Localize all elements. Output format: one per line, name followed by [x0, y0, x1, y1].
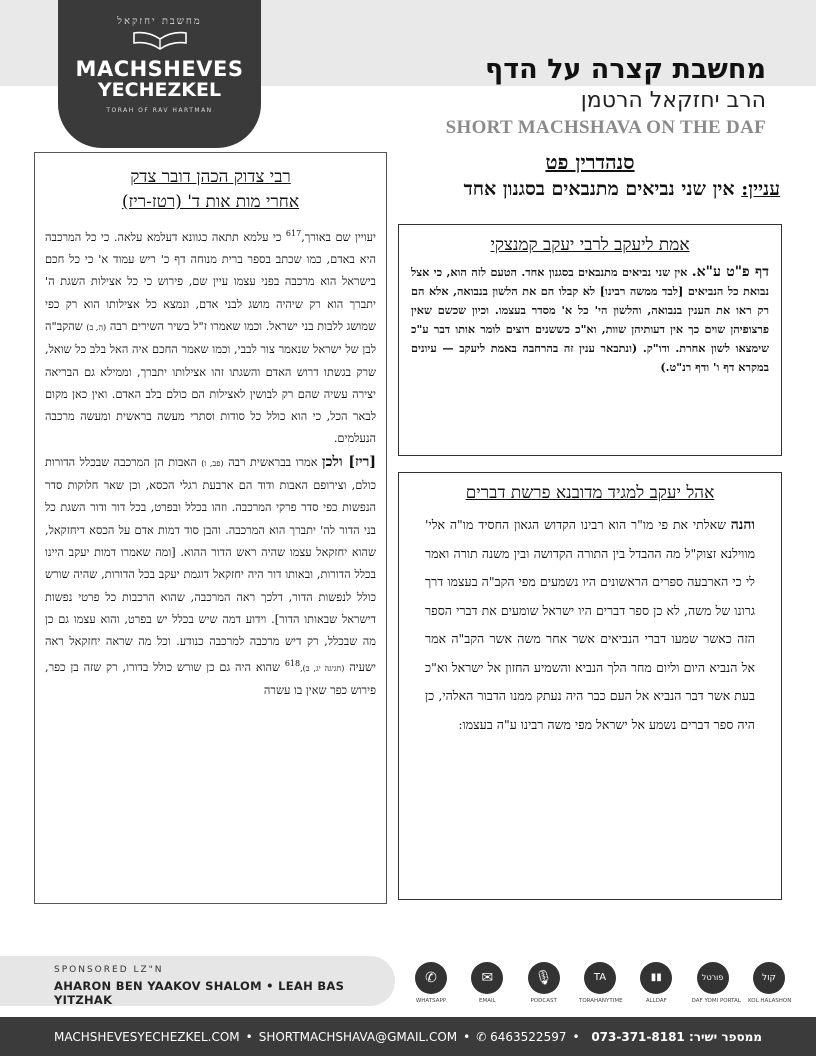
kolhalashon-label: KOL HALASHON	[747, 998, 792, 1004]
sponsor-label: SPONSORED LZ"N	[54, 965, 164, 975]
left-title-line2: אחרי מות אות ד' (רטז-ריז)	[121, 192, 300, 212]
left-p1-b: כי עלמא תתאה כגוונא דעלמא עלאה. כי כל המרכבה היא באדם, כמו שכתב בספר ברית מנוחה דף כ' ריש עמוד א' כי כל חכם בישראל הוא מרכבה בפני עצמו עיין שם, פירוש כי כל אצילות השגת ה' יתברך הוא רק שיהיה מושג לבני אדם, ונמצא כל אצילותו הוא רק כפי שמושג ללבות בני ישראל. וכמו שאמרו ז"ל בשיר השירים רבה	[45, 230, 376, 333]
kolhalashon-icon: קול	[753, 962, 785, 994]
logo-line2: YECHEZKEL	[97, 79, 222, 101]
box2-title: אהל יעקב למגיד מדובנא פרשת דברים	[465, 483, 715, 503]
alldaf-link[interactable]	[635, 962, 677, 1014]
kolhalashon-link[interactable]	[748, 962, 790, 1014]
topic-label: עניין:	[741, 178, 780, 200]
emes-leyaakov-box	[398, 224, 782, 456]
box1-title: אמת ליעקב לרבי יעקב קמנצקי	[490, 235, 690, 255]
podcast-label: PODCAST	[530, 998, 557, 1004]
left-ref3: (חגיגה יג, ב),	[300, 664, 345, 674]
topic-heading	[400, 178, 780, 201]
email-label: EMAIL	[478, 998, 496, 1004]
rabbi-name: הרב יחזקאל הרטמן	[580, 88, 766, 113]
whatsapp-label: WHATSAPP	[415, 998, 447, 1004]
podcast-icon: 🎙	[528, 962, 560, 994]
left-paragraph-1	[45, 223, 376, 451]
phone-number[interactable]: 073-371-8181	[591, 1029, 685, 1044]
box1-quote: אין שני נביאים מתנבאים בסגנון אחד.	[521, 265, 688, 279]
tzadok-hakohen-box	[34, 152, 387, 904]
left-p2-a: אמרו בבראשית רבה	[228, 455, 318, 469]
torahanytime-icon: TA	[584, 962, 616, 994]
left-p2-c: שהוא היה גם כן שורש כולל בדורו, רק שזה בן כפר, פירוש כפר שאין בו עשרה	[45, 661, 376, 698]
left-title-line1: רבי צדוק הכהן דובר צדק	[130, 167, 291, 187]
separator-dot: •	[463, 1029, 471, 1044]
phone-label: ממספר ישיר:	[688, 1029, 762, 1044]
footnote-618: 618	[284, 659, 301, 669]
topic-text: אין שני נביאים מתנבאים בסגנון אחד	[463, 178, 735, 200]
whatsapp-number[interactable]: 6463522597	[490, 1029, 567, 1044]
email-link[interactable]	[466, 962, 508, 1014]
dafyomi-portal-icon: פורטל	[697, 962, 729, 994]
left-p1-c: שהקב"ה לבן של ישראל שנאמר צור לבבי, וכמו שאמר החכם איה האל בלב כל שואל, שרק בגשתו דרוש האדם והשגתו זהו אצילותו יתברך, וממילא גם הבריאה יצירה עשיה שהם רק לבושין לאצילות הם כולם בלב האדם. ואין כאן מקום לבאר הכל, כי הוא כולל כל סודות וסתרי מעשה בראשית ומעשה מרכבה הנעלמים.	[45, 319, 376, 446]
email-address-link[interactable]: SHORTMACHSHAVA@GMAIL.COM	[258, 1029, 458, 1044]
left-ref1: (ה, ב)	[86, 322, 107, 332]
alldaf-label: ALLDAF	[645, 998, 667, 1004]
contact-icons	[410, 962, 790, 1014]
left-ref2: (פב, ו)	[201, 458, 224, 468]
whatsapp-icon: ✆	[415, 962, 447, 994]
direct-phone	[591, 1030, 762, 1044]
logo-tagline: TORAH OF RAV HARTMAN	[106, 107, 213, 114]
email-icon: ✉	[471, 962, 503, 994]
whatsapp-small-icon: ✆	[476, 1029, 491, 1044]
box2-body: שאלתי את פי מו"ר הוא רבינו הקדוש הגאון החסיד מו"ה אלי' מווילנא זצוק"ל מה ההבדל בין התורה הקדושה ובין משנה תורה ואמר לי כי הארבעה ספרים הראשונים היו נשמעים מפי הקב"ה בעצמו דרך גרונו של משה, לא כן ספר דברים היו ישראל שומעים את דברי הספר הזה כאשר שמעו דברי הנביאים אשר אחר משה אשר הקב"ה אמר אל הנביא היום וליום מחר הלך הנביא והשמיע החזון אל ישראל וא"כ בעת אשר דבר הנביא אל העם כבר היה נעתק ממנו הדבור האלהי, כן היה ספר דברים נשמע אל ישראל מפי משה רבינו ע"ה בעצמו:	[425, 517, 755, 732]
whatsapp-link[interactable]	[410, 962, 452, 1014]
left-p2-b: האבות הן המרכבה שבכלל הדורות כולם, וצירופם האבות ודוד הם ארבעת רגלי הכסא, וכן שאר חלוקות סדר הנפשות כפי סדר פרקי המרכבה. וזהו בכלל ובפרט, בכל דור ודור השגת כל בני הדור לה' יתברך הוא המרכבה. והבן סוד דמות אדם על הכסא דיחזקאל, שהוא יחזקאל עצמו שהיה ראש הדור ההוא. [ומה שאמרו דמות יעקב היינו בכלל הדורות, ובאותו דור היה יחזקאל דוגמת יעקב בכל הדורות, שהיה שורש כולל לנפשות הדור, דלכך ראה המרכבה, שהוא הרכבות כל פרטי נפשות דישראל שבאותו הדור]. וידוע דמה שיש בכלל יש בפרט, והוא עצמו גם כן מה שבכלל, רק דיש מרכבה למרכבה כנודע. וכל מה שראה יחזקאל ראה ישעיה	[45, 455, 377, 675]
separator-dot: •	[245, 1029, 253, 1044]
logo	[58, 0, 261, 148]
podcast-link[interactable]	[523, 962, 565, 1014]
masechet-heading: סנהדרין פט	[545, 150, 635, 174]
alldaf-icon: ▮▮	[640, 962, 672, 994]
sponsor-names: AHARON BEN YAAKOV SHALOM • LEAH BAS YITZHAK	[54, 979, 345, 1007]
left-paragraph-2	[45, 451, 376, 703]
open-book-icon	[130, 29, 190, 51]
dafyomi-portal-link[interactable]	[691, 962, 741, 1014]
english-title: SHORT MACHSHAVA ON THE DAF	[445, 117, 766, 138]
footer-bar	[0, 1017, 816, 1056]
logo-hebrew: מחשבת יחזקאל	[117, 16, 202, 27]
sponsor-bar	[0, 956, 395, 1006]
page-title: מחשבת קצרה על הדף	[485, 54, 766, 85]
ohel-yaakov-box	[398, 472, 782, 900]
footnote-617: 617	[285, 229, 302, 238]
website-link[interactable]: MACHSHEVESYECHEZKEL.COM	[54, 1029, 240, 1044]
torahanytime-label: TORAHANYTIME	[578, 998, 623, 1004]
left-p2-lead: [ריז] ולכן	[322, 453, 377, 470]
left-p1-a: יעויין שם באורך,	[301, 230, 376, 244]
dafyomi-portal-label: DAF YOMI PORTAL	[691, 998, 741, 1004]
separator-dot: •	[572, 1029, 580, 1044]
box1-body: הטעם לזה הוא, כי אצל נבואת כל הנביאים [לבד ממשה רבינו] לא קבלו הם את הלשון בנבואה, אלא הם רק ראו את הענין בנבואה, והלשון הי' כל א' מסדר בעצמו. וכיון שכשם שאין פרצופיהן שוים כך אין דעותיהן שוות, וא"כ כששנים רוצים לומר אותו דבר ע"כ שימצאו לשון אחרת. ודו"ק. (ונתבאר ענין זה בהרחבה באמת ליעקב — עיונים במקרא דף ו' ודף רנ"ט.)	[411, 265, 769, 374]
box1-lead: דף פ"ט ע"א.	[691, 264, 769, 280]
box2-text	[413, 511, 767, 739]
box1-text	[411, 263, 769, 377]
box2-lead: והנה	[730, 517, 755, 533]
torahanytime-link[interactable]	[579, 962, 621, 1014]
logo-line1: MACHSHEVES	[75, 57, 244, 81]
